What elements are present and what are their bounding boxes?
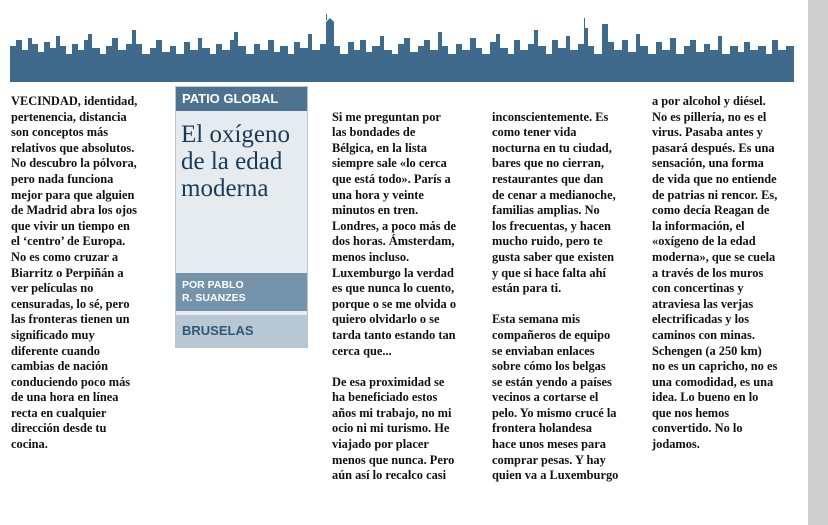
dateline: BRUSELAS xyxy=(176,315,307,347)
article-column-5: a por alcohol y diésel. No es pillería, no es el virus. Pasaba antes y pasará después. Es una sensación, una forma de vida que no entiende de patrias ni rencor. Es, como decía Reagan de la información, el «oxígeno de la edad moderna», que se cuela a través de los muros con concertinas y atraviesa las verjas electrificadas y los caminos con minas. Schengen (a 250 km) no es un capricho, no es una comodidad, es una idea. Lo bueno en lo que nos hemos convertido. No lo jodamos. xyxy=(652,94,778,452)
city-skyline-banner xyxy=(10,10,794,82)
page-edge-strip xyxy=(808,0,828,525)
article-column-1: VECINDAD, identidad, pertenencia, distancia son conceptos más relativos que absolutos. No descubro la pólvora, pero nada funciona mejor para que alguien de Madrid abra los ojos que vivir un tiempo en el ‘centro’ de Europa. No es como cruzar a Biarritz o Perpiñán a ver películas no censuradas, lo sé, pero las fronteras tienen un significado muy diferente cuando cambias de nación conduciendo poco más de una hora en línea recta en cualquier dirección desde tu cocina. xyxy=(11,94,138,452)
article-headline: El oxígeno de la edad moderna xyxy=(181,121,291,202)
skyline-silhouette xyxy=(10,18,794,62)
paragraph: Esta semana mis compañeros de equipo se enviaban enlaces sobre cómo los belgas se están yendo a países vecinos a cortarse el pelo. Yo mismo crucé la frontera holandesa hace unos meses para comprar pesas. Y hay quien va a Luxemburgo xyxy=(492,312,619,483)
article-column-4 xyxy=(492,94,636,499)
antenna xyxy=(584,18,585,28)
skyline-illustration xyxy=(10,10,794,82)
paragraph: De esa proximidad se ha beneficiado estos años mi trabajo, no mi ocio ni mi turismo. He viajado por placer menos que nunca. Pero aún así lo recalco casi xyxy=(332,374,455,483)
skyline-band xyxy=(10,62,794,82)
spire xyxy=(326,14,327,20)
section-kicker: PATIO GLOBAL xyxy=(176,87,307,111)
section-header-box xyxy=(175,86,308,348)
paragraph: inconscientemente. Es como tener vida nocturna en tu ciudad, bares que no cierran, restaurantes que dan de cenar a medianoche, familias amplias. No los frecuentas, y hacen mucho ruido, pero te gusta saber que existen y que si hace falta ahí están para ti. xyxy=(492,109,616,296)
author-byline: POR PABLO R. SUANZES xyxy=(176,273,307,311)
article-column-3 xyxy=(332,94,474,499)
paragraph: Si me preguntan por las bondades de Bélgica, en la lista siempre sale «lo cerca que está todo». París a una hora y veinte minutos en tren. Londres, a poco más de dos horas. Ámsterdam, menos incluso. Luxemburgo la verdad es que nunca lo cuento, porque o se me olvida o quiero olvidarlo o se tarda tanto estando tan cerca que... xyxy=(332,109,457,358)
